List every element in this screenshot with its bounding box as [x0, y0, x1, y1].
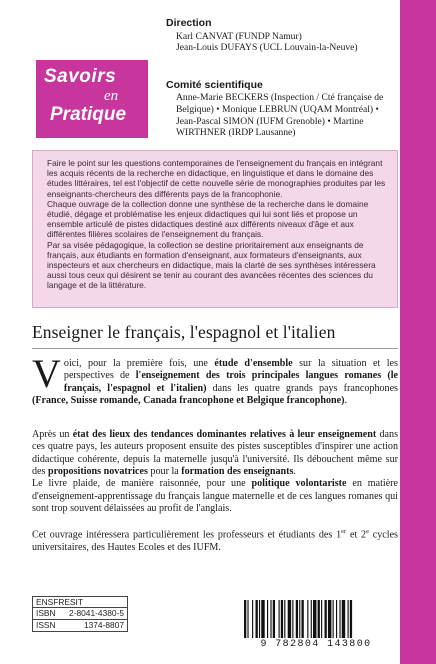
direction-heading: Direction — [166, 17, 212, 29]
barcode-bar — [350, 600, 352, 638]
committee-line-3: Jean-Pascal SIMON (IUFM Grenoble) • Martine — [176, 115, 364, 127]
barcode-bar — [311, 600, 312, 638]
barcode-bar — [288, 600, 291, 638]
barcode-bar — [244, 600, 246, 638]
director-2: Jean-Louis DUFAYS (UCL Louvain-la-Neuve) — [176, 42, 358, 54]
description-paragraph-1: Voici, pour la première fois, une étude d'ensemble sur la situation et les perspectives de l'enseignement des trois principales langues romanes (le français, l'espagnol et l'italien) dans les quatre grands pays francophones (France, Suisse romande, Canada francophone et Belgique francophone). — [32, 351, 398, 406]
barcode-bar — [348, 600, 349, 638]
issn-row: ISSN 1374-8807 — [32, 620, 128, 632]
barcode-bar — [256, 600, 258, 638]
barcode-bar — [336, 600, 337, 638]
logo-line-2: en — [104, 88, 119, 104]
barcode-bar — [313, 600, 316, 638]
committee-heading: Comité scientifique — [166, 78, 263, 91]
barcode-bar — [321, 600, 322, 638]
barcode-bar — [273, 600, 275, 638]
series-paragraph-3: Par sa visée pédagogique, la collection se destine prioritairement aux enseignants de français, aux étudiants en formation d'enseignant, aux formateurs d'enseignants, aux inspecteurs et aux chercheurs en didactique, mais la clarté de ses synthèses intéressera aussi tous ceux qui désirent se tenir au courant des avancées récentes des sciences du langage et de la littérature. — [47, 239, 376, 291]
barcode-bar — [281, 600, 283, 638]
logo-line-3: Pratique — [50, 104, 127, 125]
series-paragraph-1: Faire le point sur les questions contemporaines de l'enseignement du français en intégrant les acquis récents de la recherche en didactique, en linguistique et dans le domaine des études littéraires, tel est l'objectif de cette nouvelle série de monographies produites par les enseignants-chercheurs des différents pays de la francophonie. — [47, 158, 386, 199]
book-title: Enseigner le français, l'espagnol et l'italien — [32, 322, 336, 342]
barcode-bar — [325, 600, 327, 638]
barcode-bar — [296, 600, 298, 638]
barcode-bar — [267, 600, 268, 638]
barcode-bar — [284, 600, 285, 638]
series-paragraph-2: Chaque ouvrage de la collection donne une synthèse de la recherche dans le domaine étudié, dégage et problématise les enjeux didactiques qui lui sont liés et propose un ensemble articulé de pistes didactiques destiné aux différents niveaux d'âge et aux différentes filières scolaires de l'enseignement du français. — [47, 198, 369, 240]
barcode-bar — [270, 600, 271, 638]
director-1: Karl CANVAT (FUNDP Namur) — [176, 30, 302, 42]
side-color-stripe — [400, 0, 436, 664]
book-description — [32, 351, 399, 565]
series-logo — [36, 60, 148, 138]
logo-line-1: Savoirs — [44, 66, 117, 87]
barcode-bar — [333, 600, 334, 638]
description-paragraph-4: Cet ouvrage intéressera particulièrement les professeurs et étudiants des 1er et 2e cycles universitaires, des Hautes Ecoles et des IUFM. — [32, 528, 398, 553]
barcode-bar — [307, 600, 308, 638]
title-divider — [32, 348, 398, 349]
isbn-box — [32, 596, 128, 632]
credits-block — [166, 18, 398, 139]
barcode-bar — [318, 600, 320, 638]
barcode-bar — [261, 600, 264, 638]
barcode-bar — [247, 600, 248, 638]
barcode-bar — [299, 600, 300, 638]
barcode-digits: 9 782804 143800 — [260, 639, 372, 650]
barcode-bar — [279, 600, 280, 638]
barcode-bar — [328, 600, 331, 638]
isbn-row: ISBN 2-8041-4380-5 — [32, 608, 128, 620]
barcode-bar — [342, 600, 345, 638]
barcode-bar — [302, 600, 304, 638]
committee-line-1: Anne-Marie BECKERS (Inspection / Cté française de — [176, 92, 384, 104]
product-code: ENSFRESIT — [32, 596, 128, 608]
barcode-bar — [252, 600, 253, 638]
description-paragraph-2: Après un état des lieux des tendances dominantes relatives à leur enseignement dans ces quatre pays, les auteurs proposent ensuite des pistes susceptibles d'inspirer une action didactique cohérente, depuis la maternelle jusqu'à l'université. Ils débouchent même sur des propositions novatrices pour la formation des enseignants. Le livre plaide, de manière raisonnée, pour une politique volontariste en matière d'enseignement-apprentissage du français langue maternelle et de ces langues romanes qui sont trop souvent délaissées au profit de l'anglais. — [32, 429, 399, 514]
committee-line-4: WIRTHNER (IRDP Lausanne) — [176, 127, 296, 139]
committee-line-2: Belgique) • Monique LEBRUN (UQAM Montréal) • — [176, 103, 379, 115]
barcode-bar — [259, 600, 260, 638]
barcode-bar — [292, 600, 293, 638]
drop-cap: V — [32, 351, 61, 396]
barcode-bar — [339, 600, 340, 638]
barcode-bars — [244, 600, 388, 640]
barcode — [232, 598, 400, 652]
series-description-box — [32, 150, 398, 308]
